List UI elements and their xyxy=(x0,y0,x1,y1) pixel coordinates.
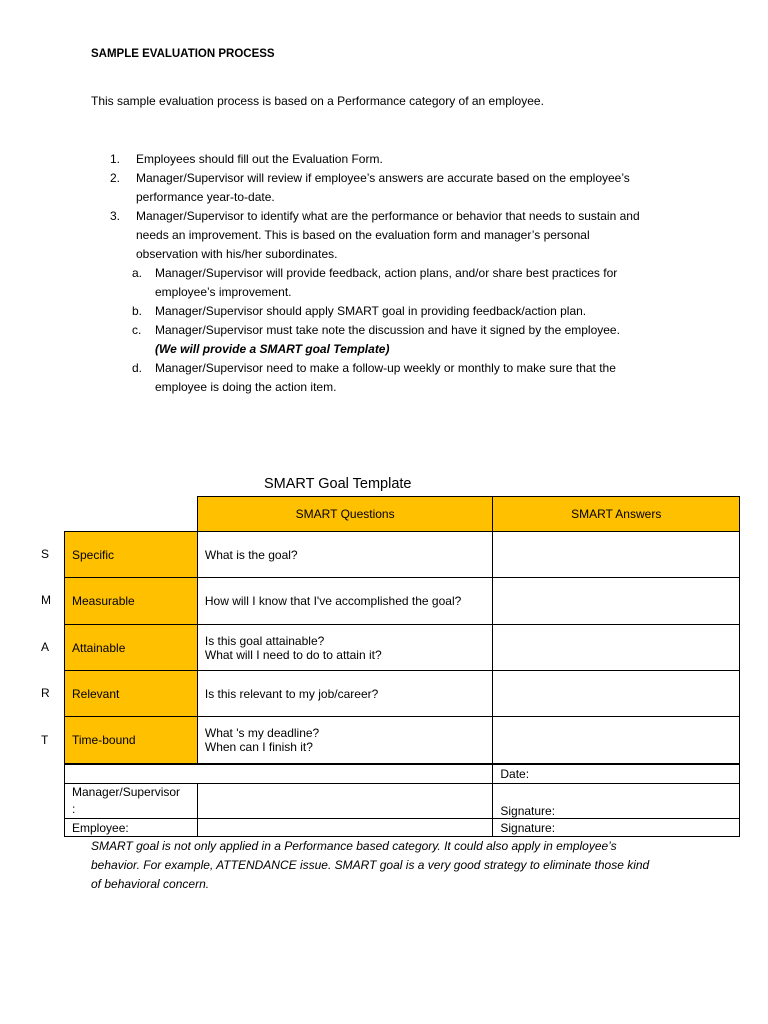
employee-signature-field[interactable]: Signature: xyxy=(493,819,740,837)
date-label[interactable]: Date: xyxy=(493,765,740,784)
answer-attainable[interactable] xyxy=(493,625,740,671)
employee-name-field[interactable] xyxy=(197,819,492,837)
question-relevant: Is this relevant to my job/career? xyxy=(197,671,493,717)
manager-label: Manager/Supervisor : xyxy=(65,784,198,819)
template-title: SMART Goal Template xyxy=(264,476,412,492)
substep-c: c. Manager/Supervisor must take note the discussion and have it signed by the employee. (We will provide a SMART goal Template) xyxy=(110,321,700,359)
answer-measurable[interactable] xyxy=(493,578,740,625)
manager-name-field[interactable] xyxy=(197,784,492,819)
manager-signature-field[interactable]: Signature: xyxy=(493,784,740,819)
table-header-row xyxy=(65,497,740,532)
intro-paragraph: This sample evaluation process is based on a Performance category of an employee. xyxy=(91,94,544,108)
letter-t: T xyxy=(41,733,49,747)
date-row xyxy=(65,765,740,784)
substep-b: b. Manager/Supervisor should apply SMART goal in providing feedback/action plan. xyxy=(132,304,587,318)
signature-table xyxy=(64,764,740,837)
manager-row xyxy=(65,784,740,819)
substep-d: d. Manager/Supervisor need to make a follow-up weekly or monthly to make sure that the employee is doing the action item. xyxy=(132,361,616,394)
empty-header-cell xyxy=(65,497,198,532)
criterion-time-bound: Time-bound xyxy=(65,717,198,764)
table-row xyxy=(65,578,740,625)
table-row xyxy=(65,625,740,671)
question-attainable: Is this goal attainable? What will I need to do to attain it? xyxy=(197,625,493,671)
answer-time-bound[interactable] xyxy=(493,717,740,764)
letter-m: M xyxy=(41,593,51,607)
letter-a: A xyxy=(41,640,50,654)
question-measurable: How will I know that I've accomplished the goal? xyxy=(197,578,493,625)
smart-goal-table xyxy=(64,496,740,764)
answer-relevant[interactable] xyxy=(493,671,740,717)
document-heading: SAMPLE EVALUATION PROCESS xyxy=(91,48,275,60)
footer-note: SMART goal is not only applied in a Performance based category. It could also apply in employee’s behavior. For example, ATTENDANCE issue. SMART goal is a very good strategy to eliminate those kind of behavioral concern. xyxy=(91,839,650,891)
answer-specific[interactable] xyxy=(493,532,740,578)
question-time-bound: What 's my deadline? When can I finish it? xyxy=(197,717,493,764)
employee-label: Employee: xyxy=(65,819,198,837)
employee-row xyxy=(65,819,740,837)
criterion-relevant: Relevant xyxy=(65,671,198,717)
table-row xyxy=(65,532,740,578)
step-1: 1. Employees should fill out the Evaluation Form. xyxy=(110,152,383,166)
criterion-measurable: Measurable xyxy=(65,578,198,625)
question-specific: What is the goal? xyxy=(197,532,493,578)
steps-list xyxy=(110,150,700,397)
step-2: 2. Manager/Supervisor will review if employee’s answers are accurate based on the employee’s performance year-to-date. xyxy=(110,171,630,204)
criterion-attainable: Attainable xyxy=(65,625,198,671)
date-spacer-cell xyxy=(65,765,493,784)
letter-r: R xyxy=(41,686,50,700)
table-row xyxy=(65,717,740,764)
header-smart-answers: SMART Answers xyxy=(493,497,740,532)
criterion-specific: Specific xyxy=(65,532,198,578)
letter-s: S xyxy=(41,547,50,561)
step-3: 3. Manager/Supervisor to identify what are the performance or behavior that needs to sustain and needs an improvement. This is based on the evaluation form and manager’s personal observation with his/her subordinates. xyxy=(110,209,640,261)
table-row xyxy=(65,671,740,717)
header-smart-questions: SMART Questions xyxy=(197,497,493,532)
substep-a: a. Manager/Supervisor will provide feedback, action plans, and/or share best practices for employee’s improvement. xyxy=(132,266,618,299)
template-note: (We will provide a SMART goal Template) xyxy=(155,342,390,356)
